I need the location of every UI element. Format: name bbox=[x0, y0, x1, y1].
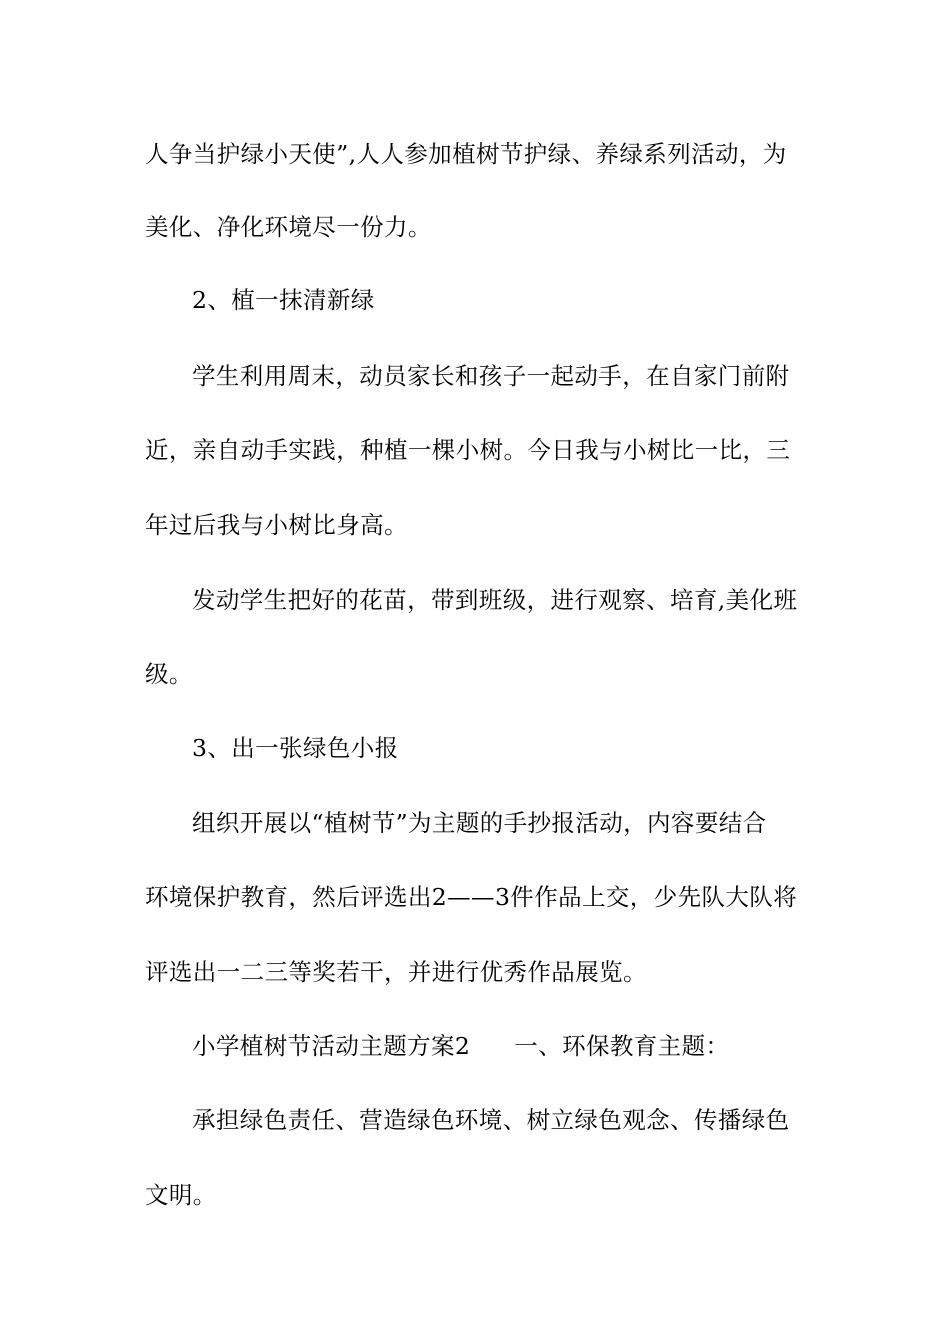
body-text-line: 级。 bbox=[145, 660, 193, 688]
section-heading: 一、环保教育主题： bbox=[514, 1032, 730, 1060]
body-text-line: 承担绿色责任、营造绿色环境、树立绿色观念、传播绿色 bbox=[192, 1106, 790, 1134]
body-text-line: 发动学生把好的花苗，带到班级，进行观察、培育,美化班 bbox=[192, 586, 798, 614]
body-text-line: 文明。 bbox=[145, 1181, 217, 1209]
body-text-line: 近，亲自动手实践，种植一棵小树。今日我与小树比一比，三 bbox=[145, 436, 791, 464]
section-heading: 3、出一张绿色小报 bbox=[192, 734, 399, 762]
body-text-line: 年过后我与小树比身高。 bbox=[145, 511, 408, 539]
body-text-line: 美化、净化环境尽一份力。 bbox=[145, 213, 432, 241]
body-text-line: 环境保护教育，然后评选出2——3件作品上交，少先队大队将 bbox=[145, 883, 798, 911]
body-text-line: 人争当护绿小天使”,人人参加植树节护绿、养绿系列活动，为 bbox=[145, 140, 787, 168]
body-text-line: 评选出一二三等奖若干，并进行优秀作品展览。 bbox=[145, 958, 647, 986]
document-heading-line bbox=[192, 1026, 862, 1066]
section-heading: 2、植一抹清新绿 bbox=[192, 286, 375, 314]
plan-title: 小学植树节活动主题方案2 bbox=[192, 1032, 471, 1060]
body-text-line: 组织开展以“植树节”为主题的手抄报活动，内容要结合 bbox=[192, 809, 767, 837]
body-text-line: 学生利用周末，动员家长和孩子一起动手，在自家门前附 bbox=[192, 362, 790, 390]
